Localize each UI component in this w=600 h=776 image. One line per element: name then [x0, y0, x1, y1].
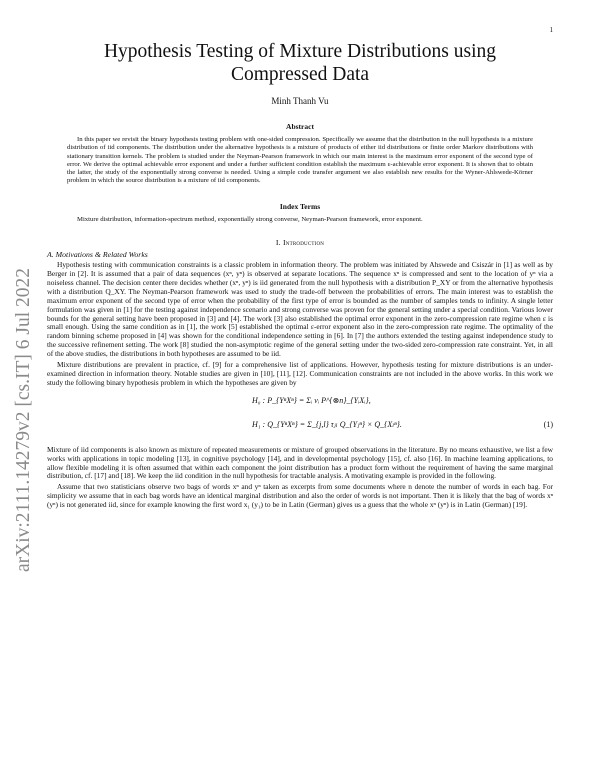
- paper-body: [47, 40, 553, 510]
- abstract-heading: Abstract: [286, 122, 314, 131]
- arxiv-stamp: [4, 230, 44, 610]
- section-heading: [47, 238, 553, 247]
- equation-number: (1): [543, 419, 553, 429]
- paragraph: Mixture distributions are prevalent in practice, cf. [9] for a comprehensive list of applications. However, hypothesis testing for mixture distributions is an under-examined direction in information theory. Notable studies are given in [10], [11], [12]. Communication constraints are not included in the above works. In this work we study the following binary hypothesis problem in which the hypotheses are given by: [47, 360, 553, 387]
- section-title: Introduction: [283, 238, 325, 248]
- equation-line-h0: H₀ : P_{YⁿXⁿ} = Σᵢ νᵢ P^{⊗n}_{YᵢXᵢ},: [252, 395, 371, 405]
- paragraph: Mixture of iid components is also known as mixture of repeated measurements or mixture of grouped observations in the literature. By no means exhaustive, we list a few works with applications in topic modeling [13], in cognitive psychology [14], and in developmental psychology [15], cf. also [16]. In machine learning applications, to allow flexible modeling it is often assumed that within each component the joint distribution has a product form without the requirement of having the same marginal distribution, cf. [17] and [18]. We keep the iid condition in the null hypothesis for tractable analysis. A motivating example is provided in the following.: [47, 444, 553, 481]
- index-terms-heading: Index Terms: [279, 201, 321, 211]
- arxiv-stamp-text: arXiv:2111.14279v2 [cs.IT] 6 Jul 2022: [13, 267, 34, 573]
- section-number: I.: [275, 238, 281, 248]
- page-number: 1: [549, 26, 553, 34]
- paragraph: Assume that two statisticians observe two bags of words xⁿ and yⁿ taken as excerpts from some documents where n denote the number of words in each bag. For simplicity we assume that in each bag words have an identical marginal distribution and also the order of words is not important. Then it is likely that the bag of words xⁿ (yⁿ) is not generated iid, since for example knowing the first word x₁ (y₁) to be in Latin (German) gives us a guess that the whole xⁿ (yⁿ) is in Latin (German) [19].: [47, 482, 553, 510]
- paper-title: Hypothesis Testing of Mixture Distributions using Compressed Data: [103, 41, 497, 85]
- abstract-text: In this paper we revisit the binary hypothesis testing problem with one-sided compression. Specifically we assume that the distribution in the null hypothesis is a mixture distribution of iid components. The distribution under the alternative hypothesis is a mixture of products of either iid distributions or finite order Markov distributions with stationary transition kernels. The problem is studied under the Neyman-Pearson framework in which our main interest is the maximum error exponent of the second type of error. We derive the optimal achievable error exponent and under a further sufficient condition establish the maximum ε-achievable error exponent. It is shown that to obtain the latter, the study of the exponentially strong converse is needed. Using a simple code transfer argument we also establish new results for the Wyner-Ahlswede-Körner problem in which the source distribution is a mixture of iid components.: [67, 136, 533, 185]
- equation-block: [47, 392, 553, 442]
- author-name: Minh Thanh Vu: [271, 96, 329, 106]
- subsection-heading: A. Motivations & Related Works: [47, 250, 148, 260]
- index-terms-text: Mixture distribution, information-spectrum method, exponentially strong converse, Neyman-Pearson framework, error exponent.: [77, 215, 423, 223]
- paragraph: Hypothesis testing with communication constraints is a classic problem in information theory. The problem was initiated by Ahswede and Csiszár in [1] as well as by Berger in [2]. It is assumed that a pair of data sequences (xⁿ, yⁿ) is observed at separate locations. The sequence xⁿ is compressed and sent to the location of yⁿ via a noiseless channel. The decision center there decides whether (xⁿ, yⁿ) is iid generated from the null hypothesis with a distribution P_XY or from the alternative hypothesis with a distribution Q_XY. The Neyman-Pearson framework was used to study the trade-off between the probabilities of errors. The main interest was to establish the maximum error exponent of the second type of error when the probability of the first type of error is bounded as the number of samples tends to infinity. A single letter formulation was given in [1] for the testing against independence scenario and strong converse was proven for the general setting under a special condition. Various lower bounds for the general setting have been proposed in [3] and [4]. The work [3] also established the optimal error exponent in the zero-compression rate regime when ε is small enough. Using the same condition as in [1], the work [5] established the optimal ε-error exponent also in the zero-compression rate regime. The optimality of the random binning scheme proposed in [4] was shown for the conditional independence setting in [6]. In [7] the authors extended the testing against independence study to the successive refinement setting. The work [8] studied the non-asymptotic regime of the general setting under the two-sided zero-compression rate constraint. Yet, in all of the above studies, the distributions in both hypotheses are assumed to be iid.: [47, 260, 553, 359]
- equation-line-h1: H₁ : Q_{YⁿXⁿ} = Σ_{j,l} τⱼₗ Q_{Yⱼⁿ} × Q_{Xₗⁿ}.: [252, 419, 402, 429]
